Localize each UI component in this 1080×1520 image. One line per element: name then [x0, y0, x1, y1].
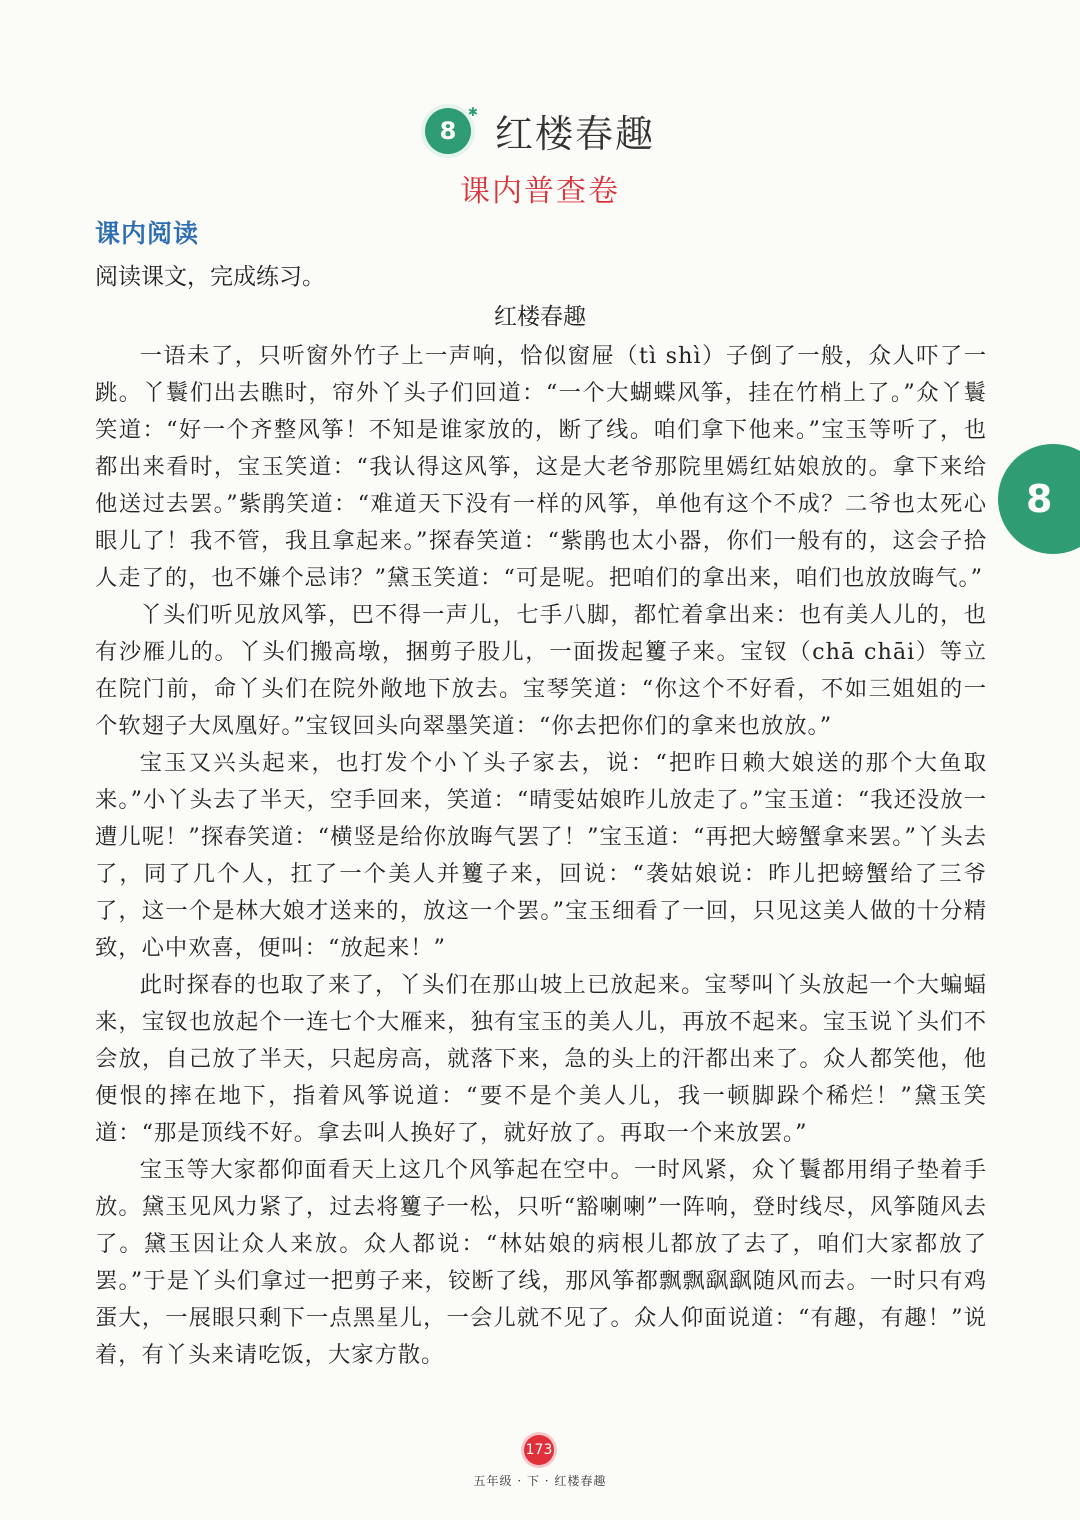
subheading: 课内阅读 — [95, 219, 200, 248]
page-number: 173 — [525, 1442, 553, 1458]
lesson-header — [0, 103, 1080, 158]
side-tab-label: 8 — [1026, 477, 1053, 521]
instruction: 阅读课文，完成练习。 — [95, 264, 325, 290]
passage-title: 红楼春趣 — [494, 304, 586, 330]
lesson-number: 8 — [439, 116, 457, 145]
paragraph: 宝玉又兴头起来，也打发个小丫头子家去，说：“把昨日赖大娘送的那个大鱼取来。”小丫头去了半天，空手回来，笑道：“晴雯姑娘昨儿放走了。”宝玉道：“我还没放一遭儿呢！”探春笑道：“横竖是给你放晦气罢了！”宝玉道：“再把大螃蟹拿来罢。”丫头去了，同了几个人，扛了一个美人并籰子来，回说：“袭姑娘说：昨儿把螃蟹给了三爷了，这一个是林大娘才送来的，放这一个罢。”宝玉细看了一回，只见这美人做的十分精致，心中欢喜，便叫：“放起来！” — [95, 750, 987, 961]
page-number-badge — [524, 1435, 554, 1465]
footer-note: 五年级 · 下 · 红楼春趣 — [473, 1474, 607, 1488]
asterisk-icon: ✱ — [467, 104, 478, 119]
section-title: 课内普查卷 — [460, 174, 620, 209]
paragraph: 一语未了，只听窗外竹子上一声响，恰似窗屉（tì shì）子倒了一般，众人吓了一跳。丫鬟们出去瞧时，帘外丫头子们回道：“一个大蝴蝶风筝，挂在竹梢上了。”众丫鬟笑道：“好一个齐整风筝！不知是谁家放的，断了线。咱们拿下他来。”宝玉等听了，也都出来看时，宝玉笑道：“我认得这风筝，这是大老爷那院里嫣红姑娘放的。拿下来给他送过去罢。”紫鹃笑道：“难道天下没有一样的风筝，单他有这个不成？二爷也太死心眼儿了！我不管，我且拿起来。”探春笑道：“紫鹃也太小器，你们一般有的，这会子拾人走了的，也不嫌个忌讳？”黛玉笑道：“可是呢。把咱们的拿出来，咱们也放放晦气。” — [95, 343, 987, 591]
lesson-number-badge — [425, 104, 478, 154]
paragraph: 宝玉等大家都仰面看天上这几个风筝起在空中。一时风紧，众丫鬟都用绢子垫着手放。黛玉见风力紧了，过去将籰子一松，只听“豁喇喇”一阵响，登时线尽，风筝随风去了。黛玉因让众人来放。众人都说：“林姑娘的病根儿都放了去了，咱们大家都放了罢。”于是丫头们拿过一把剪子来，铰断了线，那风筝都飘飘飖飖随风而去。一时只有鸡蛋大，一展眼只剩下一点黑星儿，一会儿就不见了。众人仰面说道：“有趣，有趣！”说着，有丫头来请吃饭，大家方散。 — [95, 1157, 987, 1368]
paragraph: 此时探春的也取了来了，丫头们在那山坡上已放起来。宝琴叫丫头放起一个大蝙蝠来，宝钗也放起个一连七个大雁来，独有宝玉的美人儿，再放不起来。宝玉说丫头们不会放，自己放了半天，只起房高，就落下来，急的头上的汗都出来了。众人都笑他，他便恨的摔在地下，指着风筝说道：“要不是个美人儿，我一顿脚跺个稀烂！”黛玉笑道：“那是顶线不好。拿去叫人换好了，就好放了。再取一个来放罢。” — [95, 972, 987, 1146]
paragraph: 丫头们听见放风筝，巴不得一声儿，七手八脚，都忙着拿出来：也有美人儿的，也有沙雁儿的。丫头们搬高墩，捆剪子股儿，一面拨起籰子来。宝钗（chā chāi）等立在院门前，命丫头们在院外敞地下放去。宝琴笑道：“你这个不好看，不如三姐姐的一个软翅子大凤凰好。”宝钗回头向翠墨笑道：“你去把你们的拿来也放放。” — [95, 602, 987, 739]
chapter-side-tab — [998, 444, 1080, 554]
passage — [95, 338, 987, 1374]
lesson-title: 红楼春趣 — [494, 112, 655, 156]
